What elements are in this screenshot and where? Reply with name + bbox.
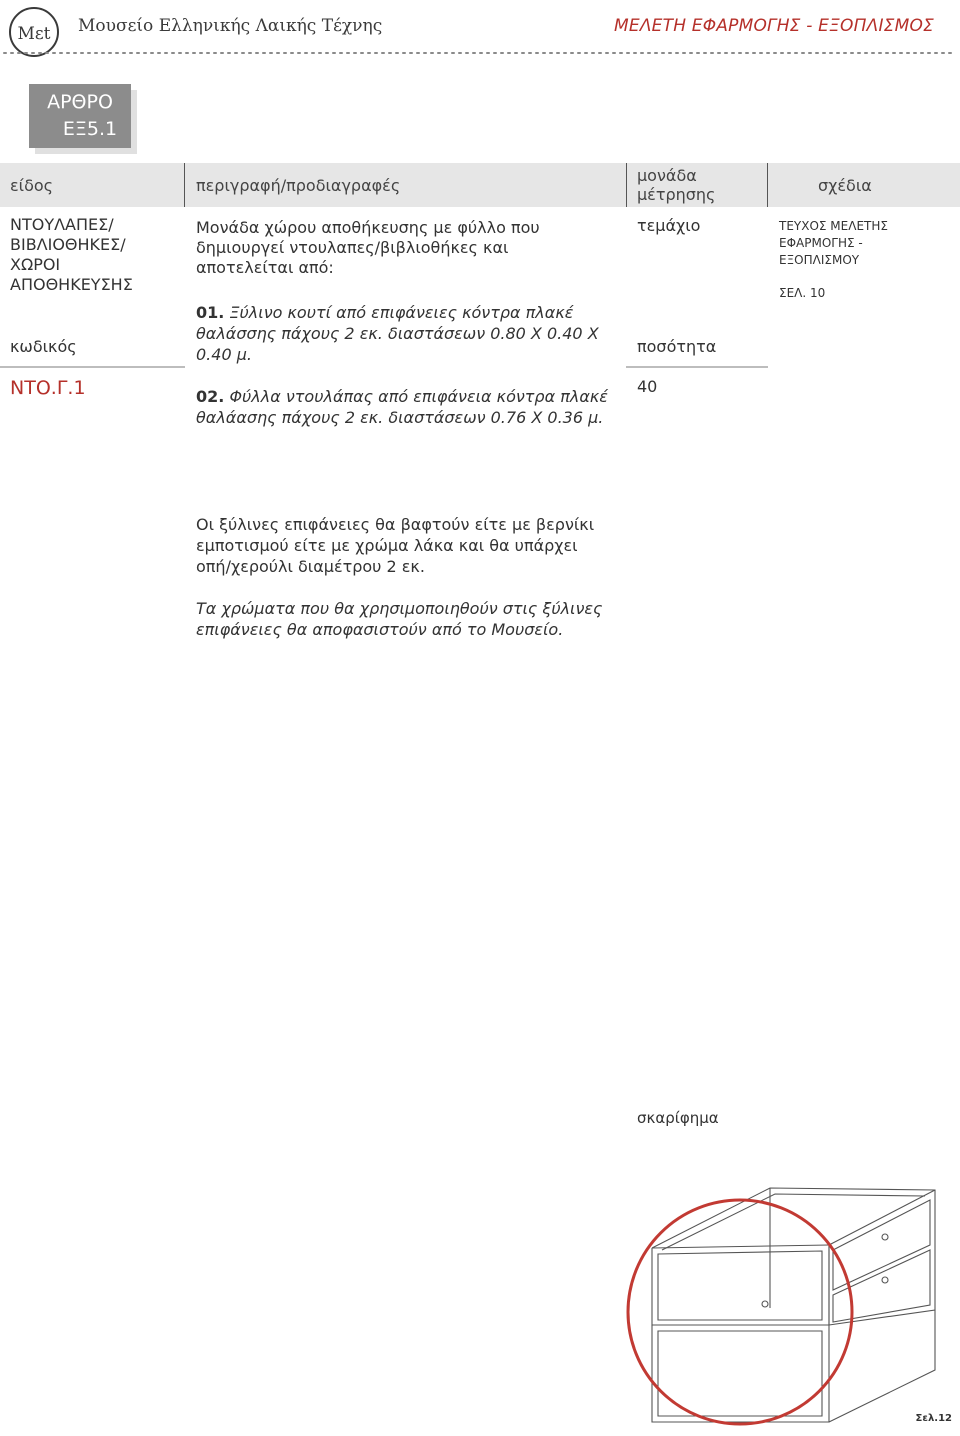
article-label: ΑΡΘΡΟ — [47, 91, 113, 113]
item-code: ΝΤΟ.Γ.1 — [10, 377, 86, 399]
col-unit — [637, 166, 715, 204]
finish-spec: Οι ξύλινες επιφάνειες θα βαφτούν είτε με βερνίκι εμποτισμού είτε με χρώμα λάκα και θα υπάρχει οπή/χερούλι διαμέτρου 2 εκ. — [196, 515, 595, 576]
drawing-page: ΣΕΛ. 10 — [779, 286, 826, 300]
col-kind: είδος — [10, 176, 54, 195]
col-description: περιγραφή/προδιαγραφές — [196, 176, 401, 195]
drawing-reference — [779, 218, 888, 269]
drawing-reference-line1: ΤΕΥΧΟΣ ΜΕΛΕΤΗΣ — [779, 219, 888, 233]
logo-monogram: Μεt — [17, 24, 51, 44]
code-label: κωδικός — [10, 337, 77, 356]
item-quantity: 40 — [637, 377, 658, 396]
row-separator — [626, 366, 768, 368]
part-1-text: Ξύλινο κουτί από επιφάνειες κόντρα πλακέ θαλάσσης πάχους 2 εκ. διαστάσεων 0.80 Χ 0.40 Χ 0.40 μ. — [196, 303, 599, 364]
divider — [767, 163, 768, 207]
document-title: ΜΕΛΕΤΗ ΕΦΑΡΜΟΓΗΣ - ΕΞΟΠΛΙΣΜΟΣ — [614, 16, 934, 36]
part-1-number: 01. — [196, 303, 225, 322]
drawing-reference-line3: ΕΞΟΠΛΙΣΜΟΥ — [779, 253, 860, 267]
row-separator — [0, 366, 185, 368]
col-unit-line2: μέτρησης — [637, 185, 716, 204]
header-dotted-divider — [0, 50, 960, 56]
cabinet-sketch — [600, 1150, 960, 1430]
part-2 — [196, 386, 626, 428]
item-unit: τεμάχιο — [637, 216, 701, 235]
col-unit-line1: μονάδα — [637, 166, 697, 185]
col-drawings: σχέδια — [818, 176, 872, 195]
article-code: ΕΞ5.1 — [62, 118, 118, 140]
column-header-bar — [0, 163, 960, 207]
item-intro: Μονάδα χώρου αποθήκευσης με φύλλο που δημιουργεί ντουλαπες/βιβλιοθήκες και αποτελείται από: — [196, 218, 540, 277]
page-number: Σελ.12 — [915, 1413, 952, 1424]
colors-note: Τα χρώματα που θα χρησιμοποιηθούν στις ξύλινες επιφάνειες θα αποφασιστούν από το Μουσείο. — [196, 599, 603, 639]
drawing-reference-line2: ΕΦΑΡΜΟΓΗΣ - — [779, 236, 863, 250]
article-badge — [29, 84, 131, 148]
museum-name: Μουσείο Ελληνικής Λαικής Τέχνης — [78, 16, 383, 36]
quantity-label: ποσότητα — [637, 337, 717, 356]
part-2-text: Φύλλα ντουλάπας από επιφάνεια κόντρα πλακέ θαλάασης πάχους 2 εκ. διαστάσεων 0.76 Χ 0.36 μ. — [196, 387, 608, 427]
sketch-label: σκαρίφημα — [637, 1109, 719, 1127]
part-2-number: 02. — [196, 387, 225, 406]
part-1 — [196, 302, 621, 365]
item-kind: ΝΤΟΥΛΑΠΕΣ/ ΒΙΒΛΙΟΘΗΚΕΣ/ ΧΩΡΟΙ ΑΠΟΘΗΚΕΥΣΗΣ — [10, 215, 133, 294]
divider — [184, 163, 185, 207]
divider — [626, 163, 627, 207]
